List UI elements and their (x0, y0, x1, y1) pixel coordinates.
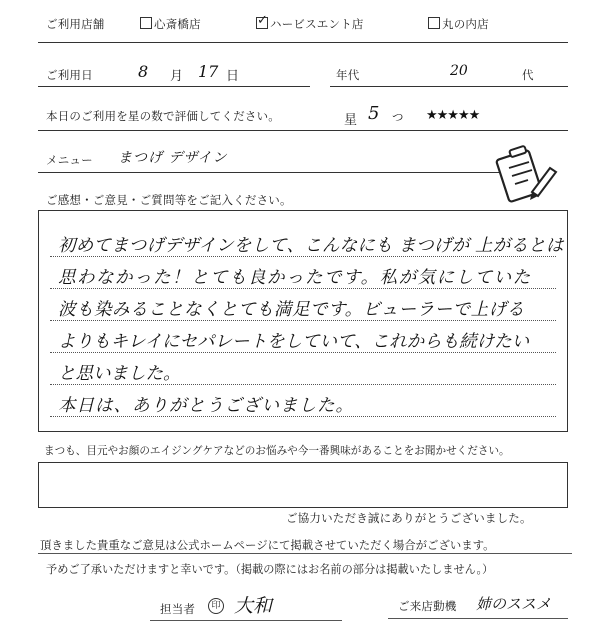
rating-stars-drawn: ★★★★★ (426, 108, 480, 123)
rating-question: 本日のご利用を星の数で評価してください。 (46, 109, 280, 123)
comment-text-line: 波も染みることなくとても満足です。ビューラーで上げる (58, 300, 525, 320)
motive-line (388, 618, 568, 619)
notice-underline (38, 553, 572, 554)
concern-question: まつも、目元やお顔のエイジングケアなどのお悩みや今一番興味があることをお聞かせください。 (44, 445, 510, 457)
menu-value: まつげ デザイン (118, 150, 228, 166)
menu-line (38, 172, 503, 173)
thanks-text: ご協力いただき誠にありがとうございました。 (286, 511, 532, 525)
age-line (330, 86, 568, 87)
publish-notice: 頂きました貴重なご意見は公式ホームページにて掲載させていただく場合がございます。 (40, 538, 495, 552)
comment-text-line: 本日は、ありがとうございました。 (58, 396, 354, 416)
concern-answer-box[interactable] (38, 462, 568, 508)
comment-text-line: 思わなかった！とても良かったです。私が気にしていた (58, 268, 532, 288)
store-option-label: ハービスエント店 (270, 17, 364, 31)
staff-seal-label: 印 (211, 601, 221, 611)
rating-unit: つ (392, 110, 404, 124)
store-row-line (38, 42, 568, 43)
consent-notice: 予めご了承いただけますと幸いです。（掲載の際にはお名前の部分は掲載いたしません。） (46, 563, 494, 576)
age-label: 年代 (336, 68, 360, 82)
motive-value: 姉のススメ (476, 595, 552, 613)
comments-label: ご感想・ご意見・ご質問等をご記入ください。 (46, 193, 292, 207)
store-checkbox-shinsaibashi[interactable] (140, 17, 152, 29)
staff-seal-mark (208, 598, 224, 614)
store-option-shinsaibashi[interactable] (140, 16, 201, 32)
store-option-herbis-ent[interactable] (256, 16, 364, 32)
age-unit: 代 (522, 68, 534, 82)
store-option-label: 丸の内店 (442, 17, 489, 31)
date-month-value: 8 (138, 62, 149, 81)
rating-star-label: 星 (344, 113, 358, 128)
clipboard-pencil-icon (492, 142, 562, 208)
store-checkbox-marunouchi[interactable] (428, 17, 440, 29)
age-value: 20 (450, 63, 468, 79)
comment-text-line: 初めてまつげデザインをして、こんなにも まつげが 上がるとは (58, 236, 564, 256)
staff-name: 大和 (234, 595, 273, 617)
date-month-unit: 月 (170, 69, 184, 84)
date-day-value: 17 (198, 62, 219, 81)
rating-line (38, 130, 568, 131)
store-option-marunouchi[interactable] (428, 16, 489, 32)
store-option-label: 心斎橋店 (154, 17, 201, 31)
comment-text-line: と思いました。 (58, 364, 181, 384)
menu-label: メニュー (46, 153, 93, 167)
staff-line (150, 620, 342, 621)
rating-value: 5 (368, 103, 380, 124)
comment-text-line: よりもキレイにセパレートをしていて、これからも続けたい (58, 332, 530, 352)
date-label: ご利用日 (46, 68, 93, 82)
date-line (38, 86, 310, 87)
staff-label: 担当者 (160, 602, 196, 616)
motive-label: ご来店動機 (398, 599, 457, 613)
date-day-unit: 日 (226, 69, 240, 84)
store-label: ご利用店舗 (46, 17, 105, 31)
store-checkbox-herbis-ent[interactable] (256, 17, 268, 29)
